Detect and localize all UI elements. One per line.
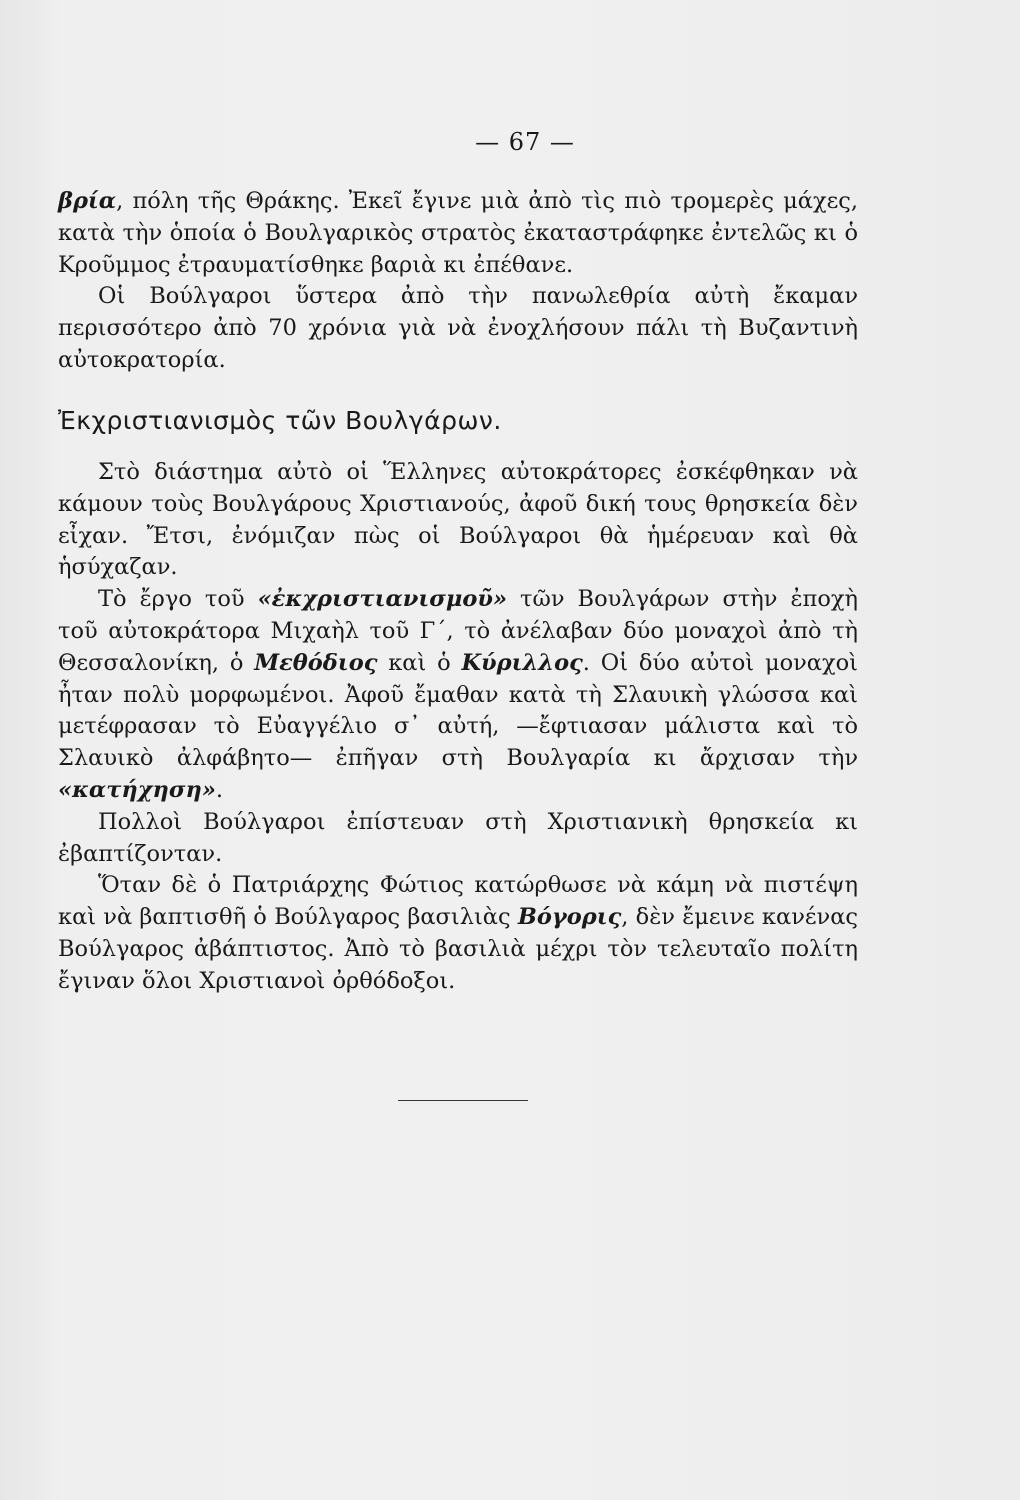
emphasized-name: Βόγορις: [517, 904, 622, 931]
paragraph: Οἱ Βούλγαροι ὕστερα ἀπὸ τὴν πανωλεθρία αὐτὴ ἔκαμαν περισσότερο ἀπὸ 70 χρόνια γιὰ νὰ ἐνοχλήσουν πάλι τὴ Βυζαντινὴ αὐτοκρατορία.: [58, 283, 858, 373]
section-heading: Ἐκχριστιανισμὸς τῶν Βουλγάρων.: [58, 406, 502, 435]
paragraph: [58, 870, 858, 997]
emphasized-name: Κύριλλος: [461, 649, 583, 676]
paragraph-continuation: [58, 186, 858, 281]
text-run: , δὲν ἔμεινε κανένας Βούλγαρος ἀβάπτιστος. Ἀπὸ τὸ βασιλιὰ μέχρι τὸν τελευταῖο πολίτη ἔγιναν ὅλοι Χριστιανοὶ ὀρθόδοξοι.: [58, 904, 859, 994]
text-run: καὶ ὁ: [377, 649, 462, 676]
emphasized-term: «κατήχηση»: [58, 776, 216, 803]
emphasized-name: Μεθόδιος: [254, 649, 378, 676]
paragraph: Πολλοὶ Βούλγαροι ἐπίστευαν στὴ Χριστιανικὴ θρησκεία κι ἐβαπτίζονταν.: [58, 808, 858, 867]
paragraph-text: , πόλη τῆς Θράκης. Ἐκεῖ ἔγινε μιὰ ἀπὸ τὶς πιὸ τρομερὲς μάχες, κατὰ τὴν ὁποία ὁ Βουλγαρικὸς στρατὸς ἐκαταστράφηκε ἐντελῶς κι ὁ Κροῦμμος ἐτραυματίσθηκε βαριὰ κι ἐπέθανε.: [58, 188, 858, 278]
page-number: — 67 —: [475, 128, 575, 156]
end-divider: [398, 1100, 528, 1101]
section-text-block: [58, 457, 858, 998]
emphasized-term: «ἐκχριστιανισμοῦ»: [257, 586, 508, 613]
top-text-block: [58, 186, 858, 377]
paragraph: Στὸ διάστημα αὐτὸ οἱ Ἕλληνες αὐτοκράτορες ἐσκέφθηκαν νὰ κάμουν τοὺς Βουλγάρους Χριστιανούς, ἀφοῦ δική τους θρησκεία δὲν εἶχαν. Ἔτσι, ἐνόμιζαν πὼς οἱ Βούλγαροι θὰ ἡμέρευαν καὶ θὰ ἡσύχαζαν.: [58, 459, 858, 581]
text-run: Ὅταν δὲ ὁ Πατριάρχης Φώτιος κατώρθωσε νὰ κάμη νὰ πιστέψη καὶ νὰ βαπτισθῆ ὁ Βούλγαρος βασιλιὰς: [58, 872, 858, 931]
paragraph: [58, 584, 858, 807]
bold-word-continuation: βρία: [58, 188, 117, 214]
text-run: Τὸ ἔργο τοῦ: [98, 586, 258, 613]
text-run: .: [215, 776, 224, 803]
text-run: τῶν Βουλγάρων στὴν ἐποχὴ τοῦ αὐτοκράτορα Μιχαὴλ τοῦ Γ΄, τὸ ἀνέλαβαν δύο μοναχοὶ ἀπὸ τὴ Θεσσαλονίκη, ὁ: [58, 586, 858, 676]
text-run: . Οἱ δύο αὐτοὶ μοναχοὶ ἦταν πολὺ μορφωμένοι. Ἀφοῦ ἔμαθαν κατὰ τὴ Σλαυικὴ γλώσσα καὶ μετέφρασαν τὸ Εὐαγγέλιο σ᾿ αὐτή, —ἔφτιασαν μάλιστα καὶ τὸ Σλαυικὸ ἀλφάβητο— ἐπῆγαν στὴ Βουλγαρία κι ἄρχισαν τὴν: [58, 649, 858, 772]
